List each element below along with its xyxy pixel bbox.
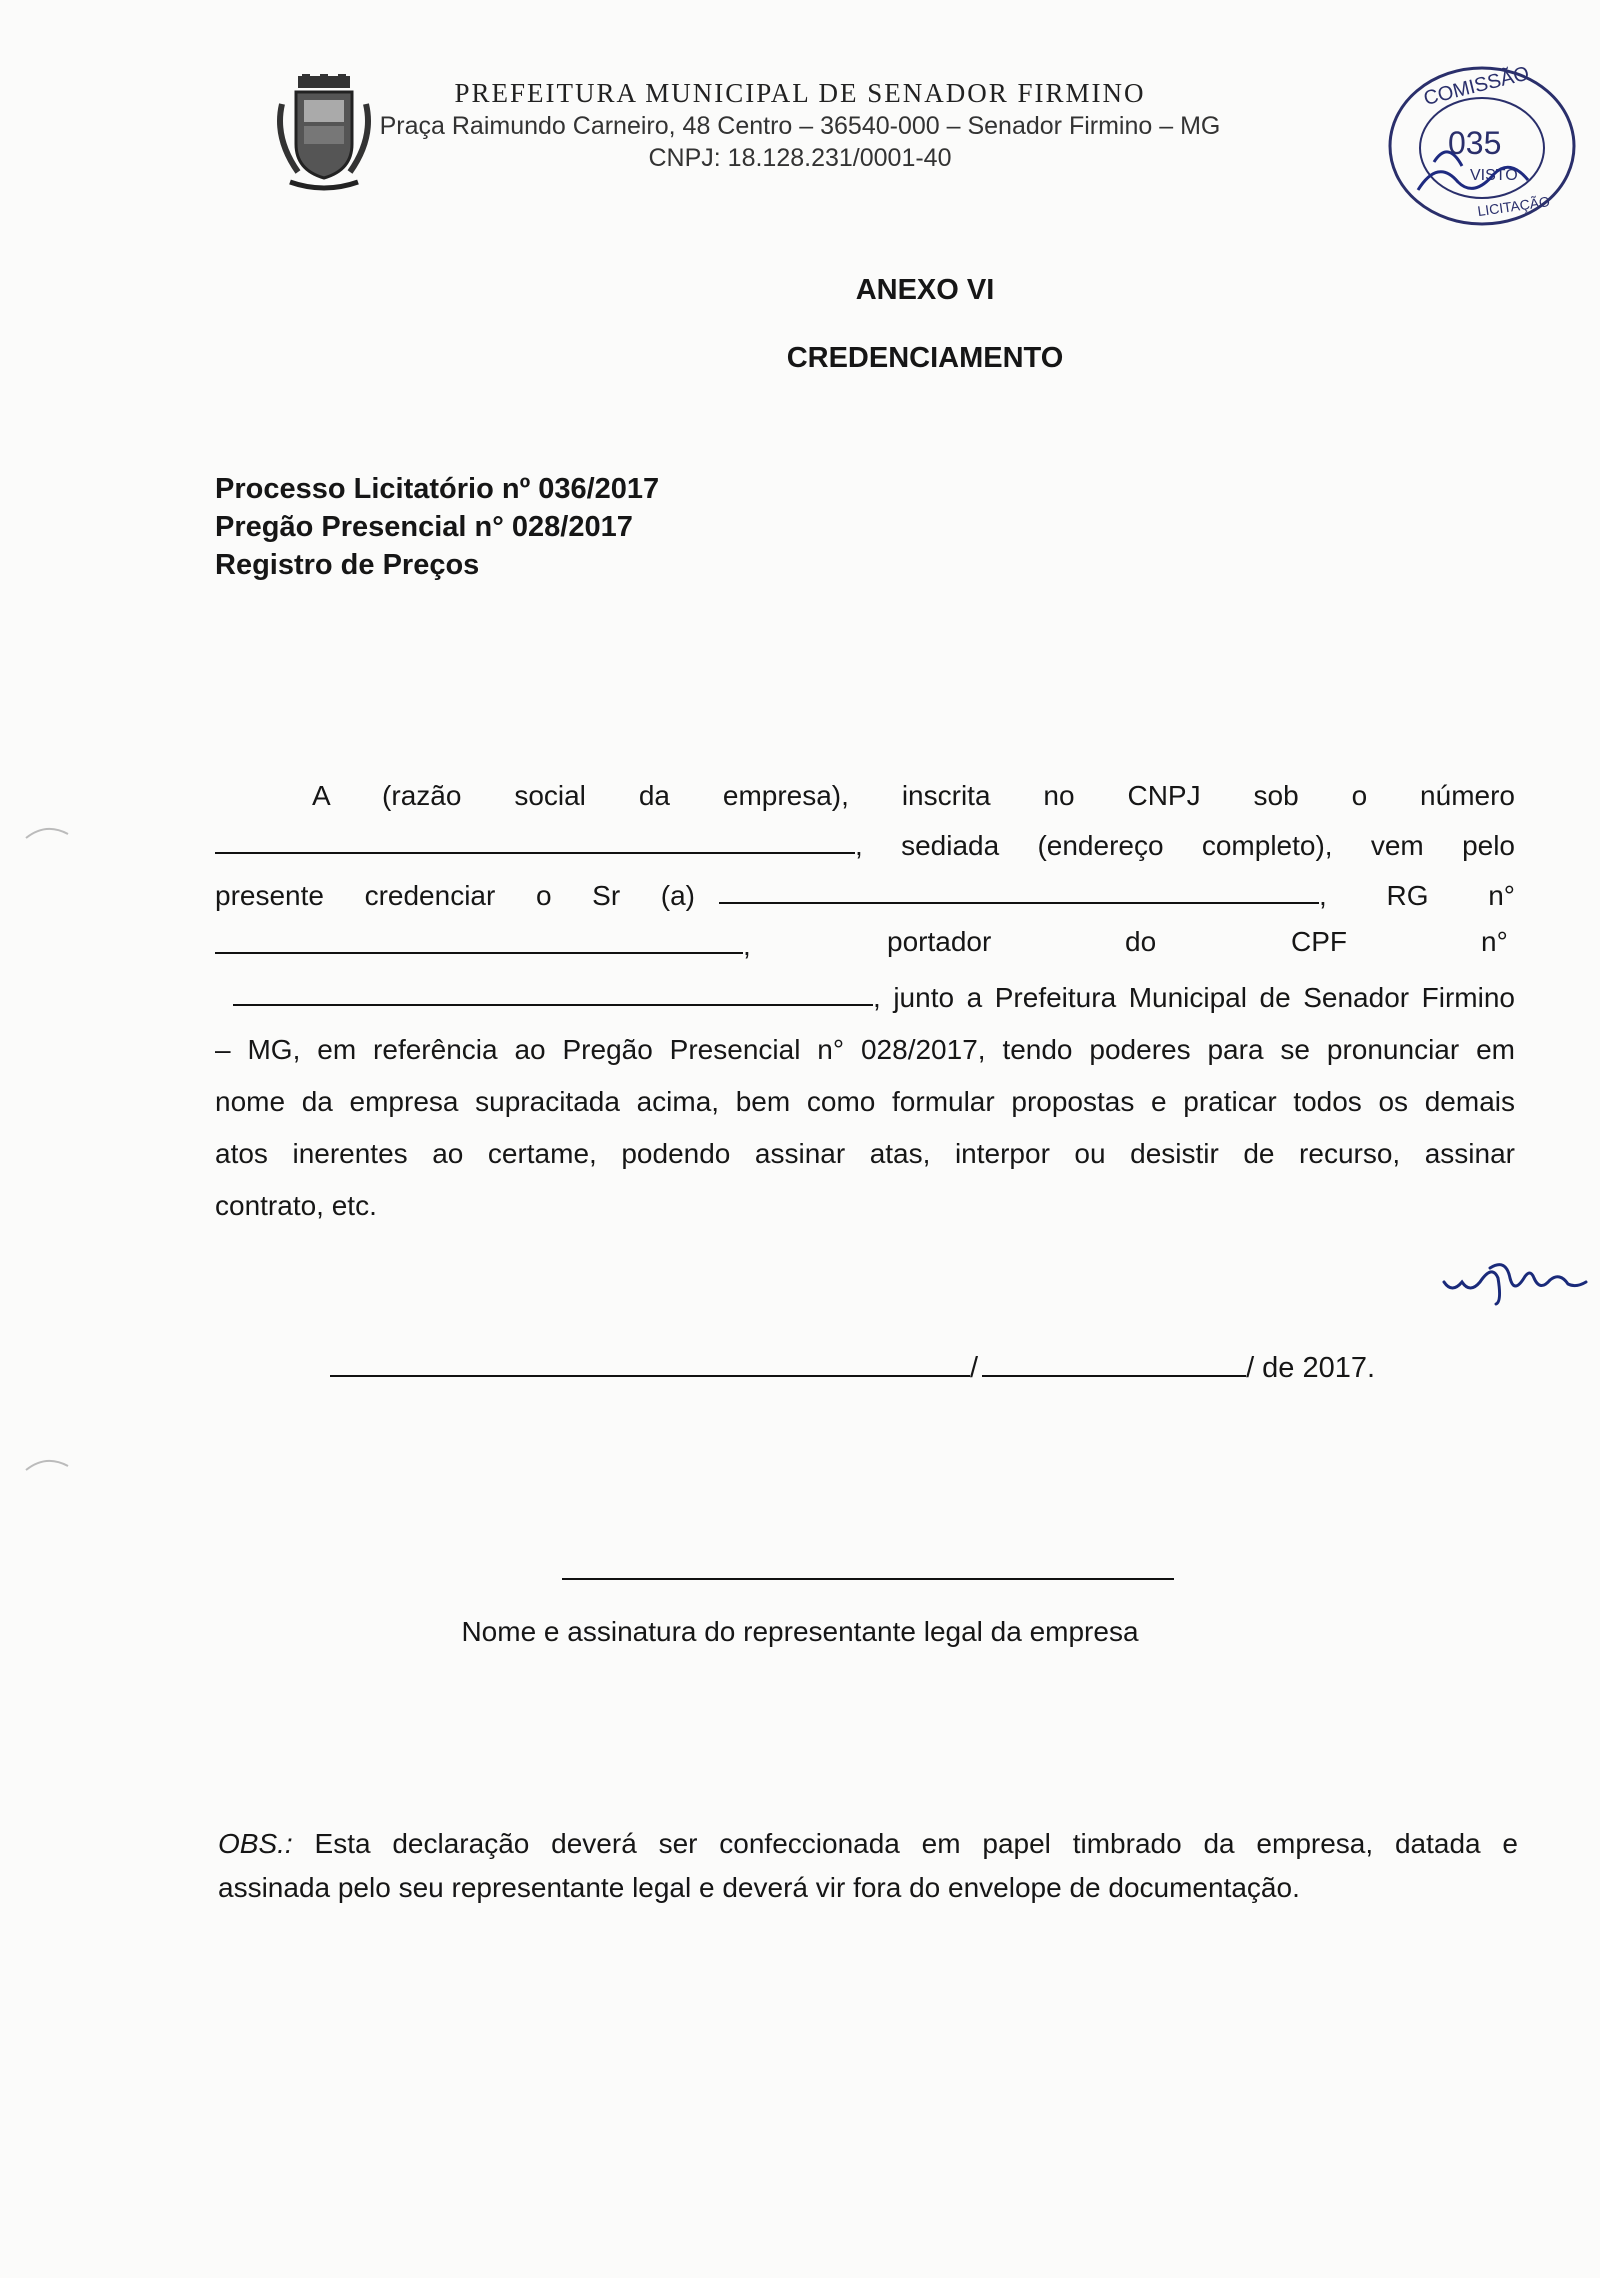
body-line-3b: , RG n° [1319, 880, 1515, 911]
representative-name-blank [719, 901, 1319, 904]
body-line-7: nome da empresa supracitada acima, bem como formular propostas e praticar todos os demais [215, 1086, 1515, 1117]
scan-mark-icon [22, 1452, 72, 1476]
cpf-blank [233, 1003, 873, 1006]
body-line-4c: do [1125, 926, 1157, 957]
body-line-4d: CPF [1291, 926, 1347, 957]
rg-blank [215, 951, 743, 954]
body-line-4a: , [743, 930, 751, 961]
cnpj-blank [215, 851, 855, 854]
body-line-1: A (razão social da empresa), inscrita no CNPJ sob o número [312, 780, 1515, 811]
date-line [330, 1352, 1375, 1385]
body-line-8: atos inerentes ao certame, podendo assinar atas, interpor ou desistir de recurso, assinar [215, 1138, 1515, 1169]
body-line-4b: portador [887, 926, 992, 957]
body-line-5: , junto a Prefeitura Municipal de Senador Firmino [873, 982, 1515, 1013]
svg-text:COMISSÃO: COMISSÃO [1421, 62, 1532, 110]
body-line-4e: n° [1481, 926, 1508, 957]
scan-mark-icon [22, 820, 72, 844]
header-cnpj: CNPJ: 18.128.231/0001-40 [648, 144, 952, 172]
header-address: Praça Raimundo Carneiro, 48 Centro – 36540-000 – Senador Firmino – MG [379, 112, 1221, 140]
body-line-6: – MG, em referência ao Pregão Presencial n° 028/2017, tendo poderes para se pronunciar em [215, 1034, 1515, 1065]
price-registry: Registro de Preços [215, 549, 480, 581]
header-title: PREFEITURA MUNICIPAL DE SENADOR FIRMINO [454, 78, 1146, 108]
date-separator: / [970, 1352, 979, 1384]
annex-title: ANEXO VI [855, 274, 995, 306]
body-line-2: , sediada (endereço completo), vem pelo [855, 830, 1515, 861]
obs-line-1: Esta declaração deverá ser confeccionada em papel timbrado da empresa, datada e [292, 1828, 1518, 1859]
commission-stamp-icon [1378, 62, 1578, 230]
svg-text:VISTO: VISTO [1470, 167, 1518, 184]
pregao-number: Pregão Presencial n° 028/2017 [215, 511, 633, 543]
section-title: CREDENCIAMENTO [786, 342, 1064, 374]
obs-label: OBS.: [218, 1828, 293, 1859]
signature-label: Nome e assinatura do representante legal da empresa [461, 1616, 1139, 1647]
handwritten-rubric-icon [1440, 1238, 1590, 1308]
date-suffix: / de 2017. [1246, 1352, 1376, 1384]
svg-text:LICITAÇÃO: LICITAÇÃO [1476, 193, 1551, 220]
city-blank [330, 1374, 970, 1377]
obs-note [218, 1822, 1518, 1910]
day-month-blank [982, 1374, 1246, 1377]
body-line-3a: presente credenciar o Sr (a) [215, 880, 695, 911]
obs-line-2: assinada pelo seu representante legal e deverá vir fora do envelope de documentação. [218, 1872, 1300, 1903]
process-number: Processo Licitatório nº 036/2017 [215, 473, 660, 505]
body-line-9: contrato, etc. [215, 1190, 377, 1221]
svg-text:035: 035 [1448, 125, 1502, 161]
signature-line [562, 1578, 1174, 1580]
